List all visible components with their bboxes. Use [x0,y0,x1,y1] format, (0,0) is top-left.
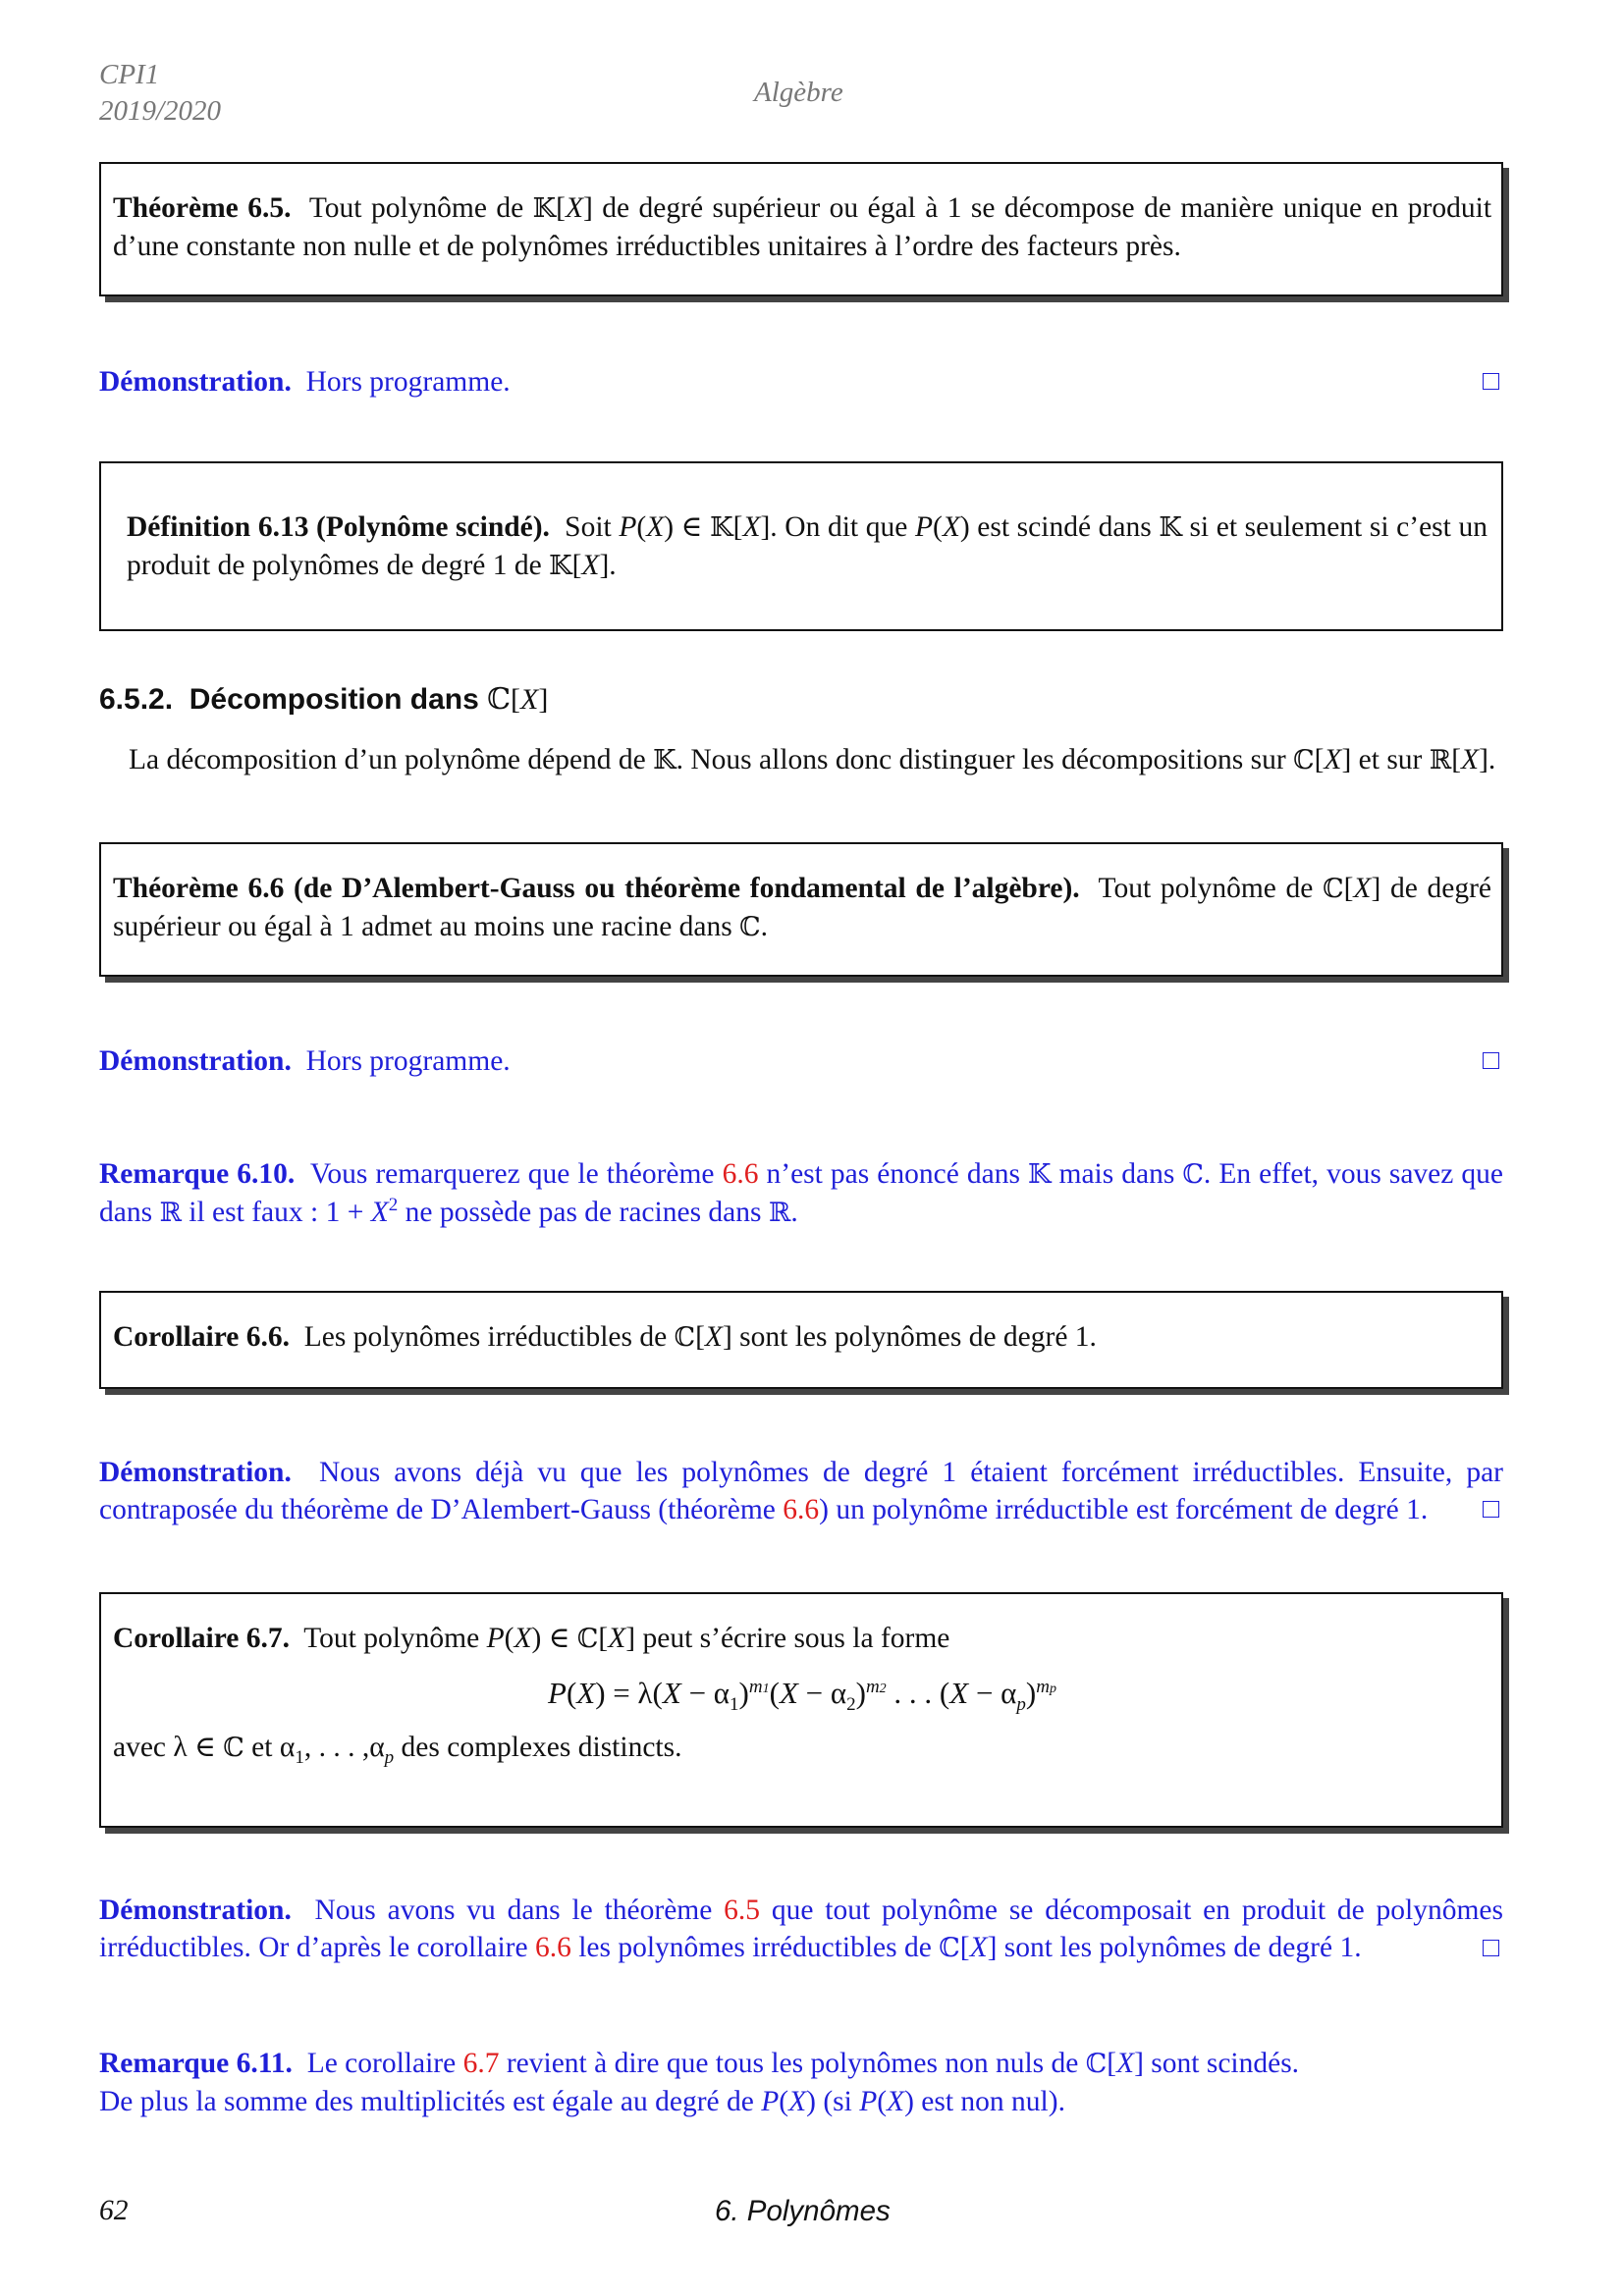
demonstration-2: Démonstration. Hors programme. [99,1045,511,1077]
intro-paragraph: La décomposition d’un polynôme dépend de 𝕂. Nous allons donc distinguer les décompositions sur ℂ[X] et sur ℝ[X]. [129,744,1496,775]
definition-6-13-box [99,461,1503,631]
demonstration-1: Démonstration. Hors programme. [99,366,511,398]
remark-6-11: Remarque 6.11. Le corollaire 6.7 revient à dire que tous les polynômes non nuls de ℂ[X] sont scindés. De plus la somme des multiplicités est égale au degré de P(X) (si P(X) est non nul). [99,2048,1300,2117]
theorem-6-5-text: Théorème 6.5. Tout polynôme de 𝕂[X] de degré supérieur ou égal à 1 se décompose de manière unique en produit d’une constante non nulle et de polynômes irréductibles unitaires à l’ordre des facteurs près. [113,192,1492,262]
corollary-6-6-text: Corollaire 6.6. Les polynômes irréductibles de ℂ[X] sont les polynômes de degré 1. [113,1321,1097,1353]
definition-6-13-label: Définition 6.13 (Polynôme scindé). [127,511,550,543]
remark-6-10: Remarque 6.10. Vous remarquerez que le théorème 6.6 n’est pas énoncé dans 𝕂 mais dans ℂ. En effet, vous savez que dans ℝ il est faux : $1 + X^2$ ne possède pas de racines dans ℝ. [99,1158,1504,1228]
ref-theorem-6-5[interactable]: 6.5 [724,1895,761,1926]
header-year: 2019/2020 [99,95,222,127]
demonstration-3: Démonstration. Nous avons déjà vu que les polynômes de degré 1 étaient forcément irréductibles. Ensuite, par contraposée du théorème de D’Alembert-Gauss (théorème 6.6) un polynôme irréductible est forcément de degré 1. [99,1457,1503,1525]
qed-square-icon [1483,1940,1499,1956]
section-heading: 6.5.2. Décomposition dans ℂ[X] [99,682,549,717]
ref-corollary-6-6[interactable]: 6.6 [534,1932,571,1963]
theorem-6-6-box [99,842,1503,977]
theorem-6-5-box [99,162,1503,296]
ref-corollary-6-7[interactable]: 6.7 [462,2048,500,2079]
corollary-6-7-conditions: avec λ ∈ ℂ et $\alpha_1$, . . . $,\alpha_p$ des complexes distincts. [113,1732,682,1768]
qed-square-icon [1483,1052,1499,1069]
header-subject: Algèbre [754,77,843,108]
theorem-6-6-text: Théorème 6.6 (de D’Alembert-Gauss ou théorème fondamental de l’algèbre). Tout polynôme de ℂ[X] de degré supérieur ou égal à 1 admet au moins une racine dans ℂ. [113,873,1491,942]
corollary-6-7-text: Corollaire 6.7. Tout polynôme P(X) ∈ ℂ[X] peut s’écrire sous la forme [113,1623,950,1654]
theorem-6-5-label: Théorème 6.5. [113,192,292,224]
ref-theorem-6-6[interactable]: 6.6 [722,1158,759,1190]
qed-square-icon [1483,1501,1499,1518]
demonstration-4: Démonstration. Nous avons vu dans le théorème 6.5 que tout polynôme se décomposait en produit de polynômes irréductibles. Or d’après le corollaire 6.6 les polynômes irréductibles de ℂ[X] sont les polynômes de degré 1. [99,1895,1504,1963]
corollary-6-7-box [99,1592,1503,1828]
factorization-formula: $P(X) = \lambda(X - \alpha_1)^{m1}(X - \alpha_2)^{m2}$ . . . $(X - \alpha_p)^{mp}$ [548,1676,1056,1716]
corollary-6-6-box [99,1291,1503,1389]
definition-6-13-text: Définition 6.13 (Polynôme scindé). Soit P(X) ∈ 𝕂[X]. On dit que P(X) est scindé dans 𝕂 si et seulement si c’est un produit de polynômes de degré 1 de 𝕂[X]. [127,511,1488,581]
corollary-6-6-label: Corollaire 6.6. [113,1321,290,1353]
page-number: 62 [99,2195,129,2226]
corollary-6-7-label: Corollaire 6.7. [113,1623,290,1654]
qed-square-icon [1483,373,1499,390]
header-course: CPI1 [99,59,160,90]
theorem-6-6-label: Théorème 6.6 (de D’Alembert-Gauss ou théorème fondamental de l’algèbre). [113,873,1080,904]
footer-chapter: 6. Polynômes [715,2195,891,2227]
ref-theorem-6-6[interactable]: 6.6 [783,1494,820,1525]
